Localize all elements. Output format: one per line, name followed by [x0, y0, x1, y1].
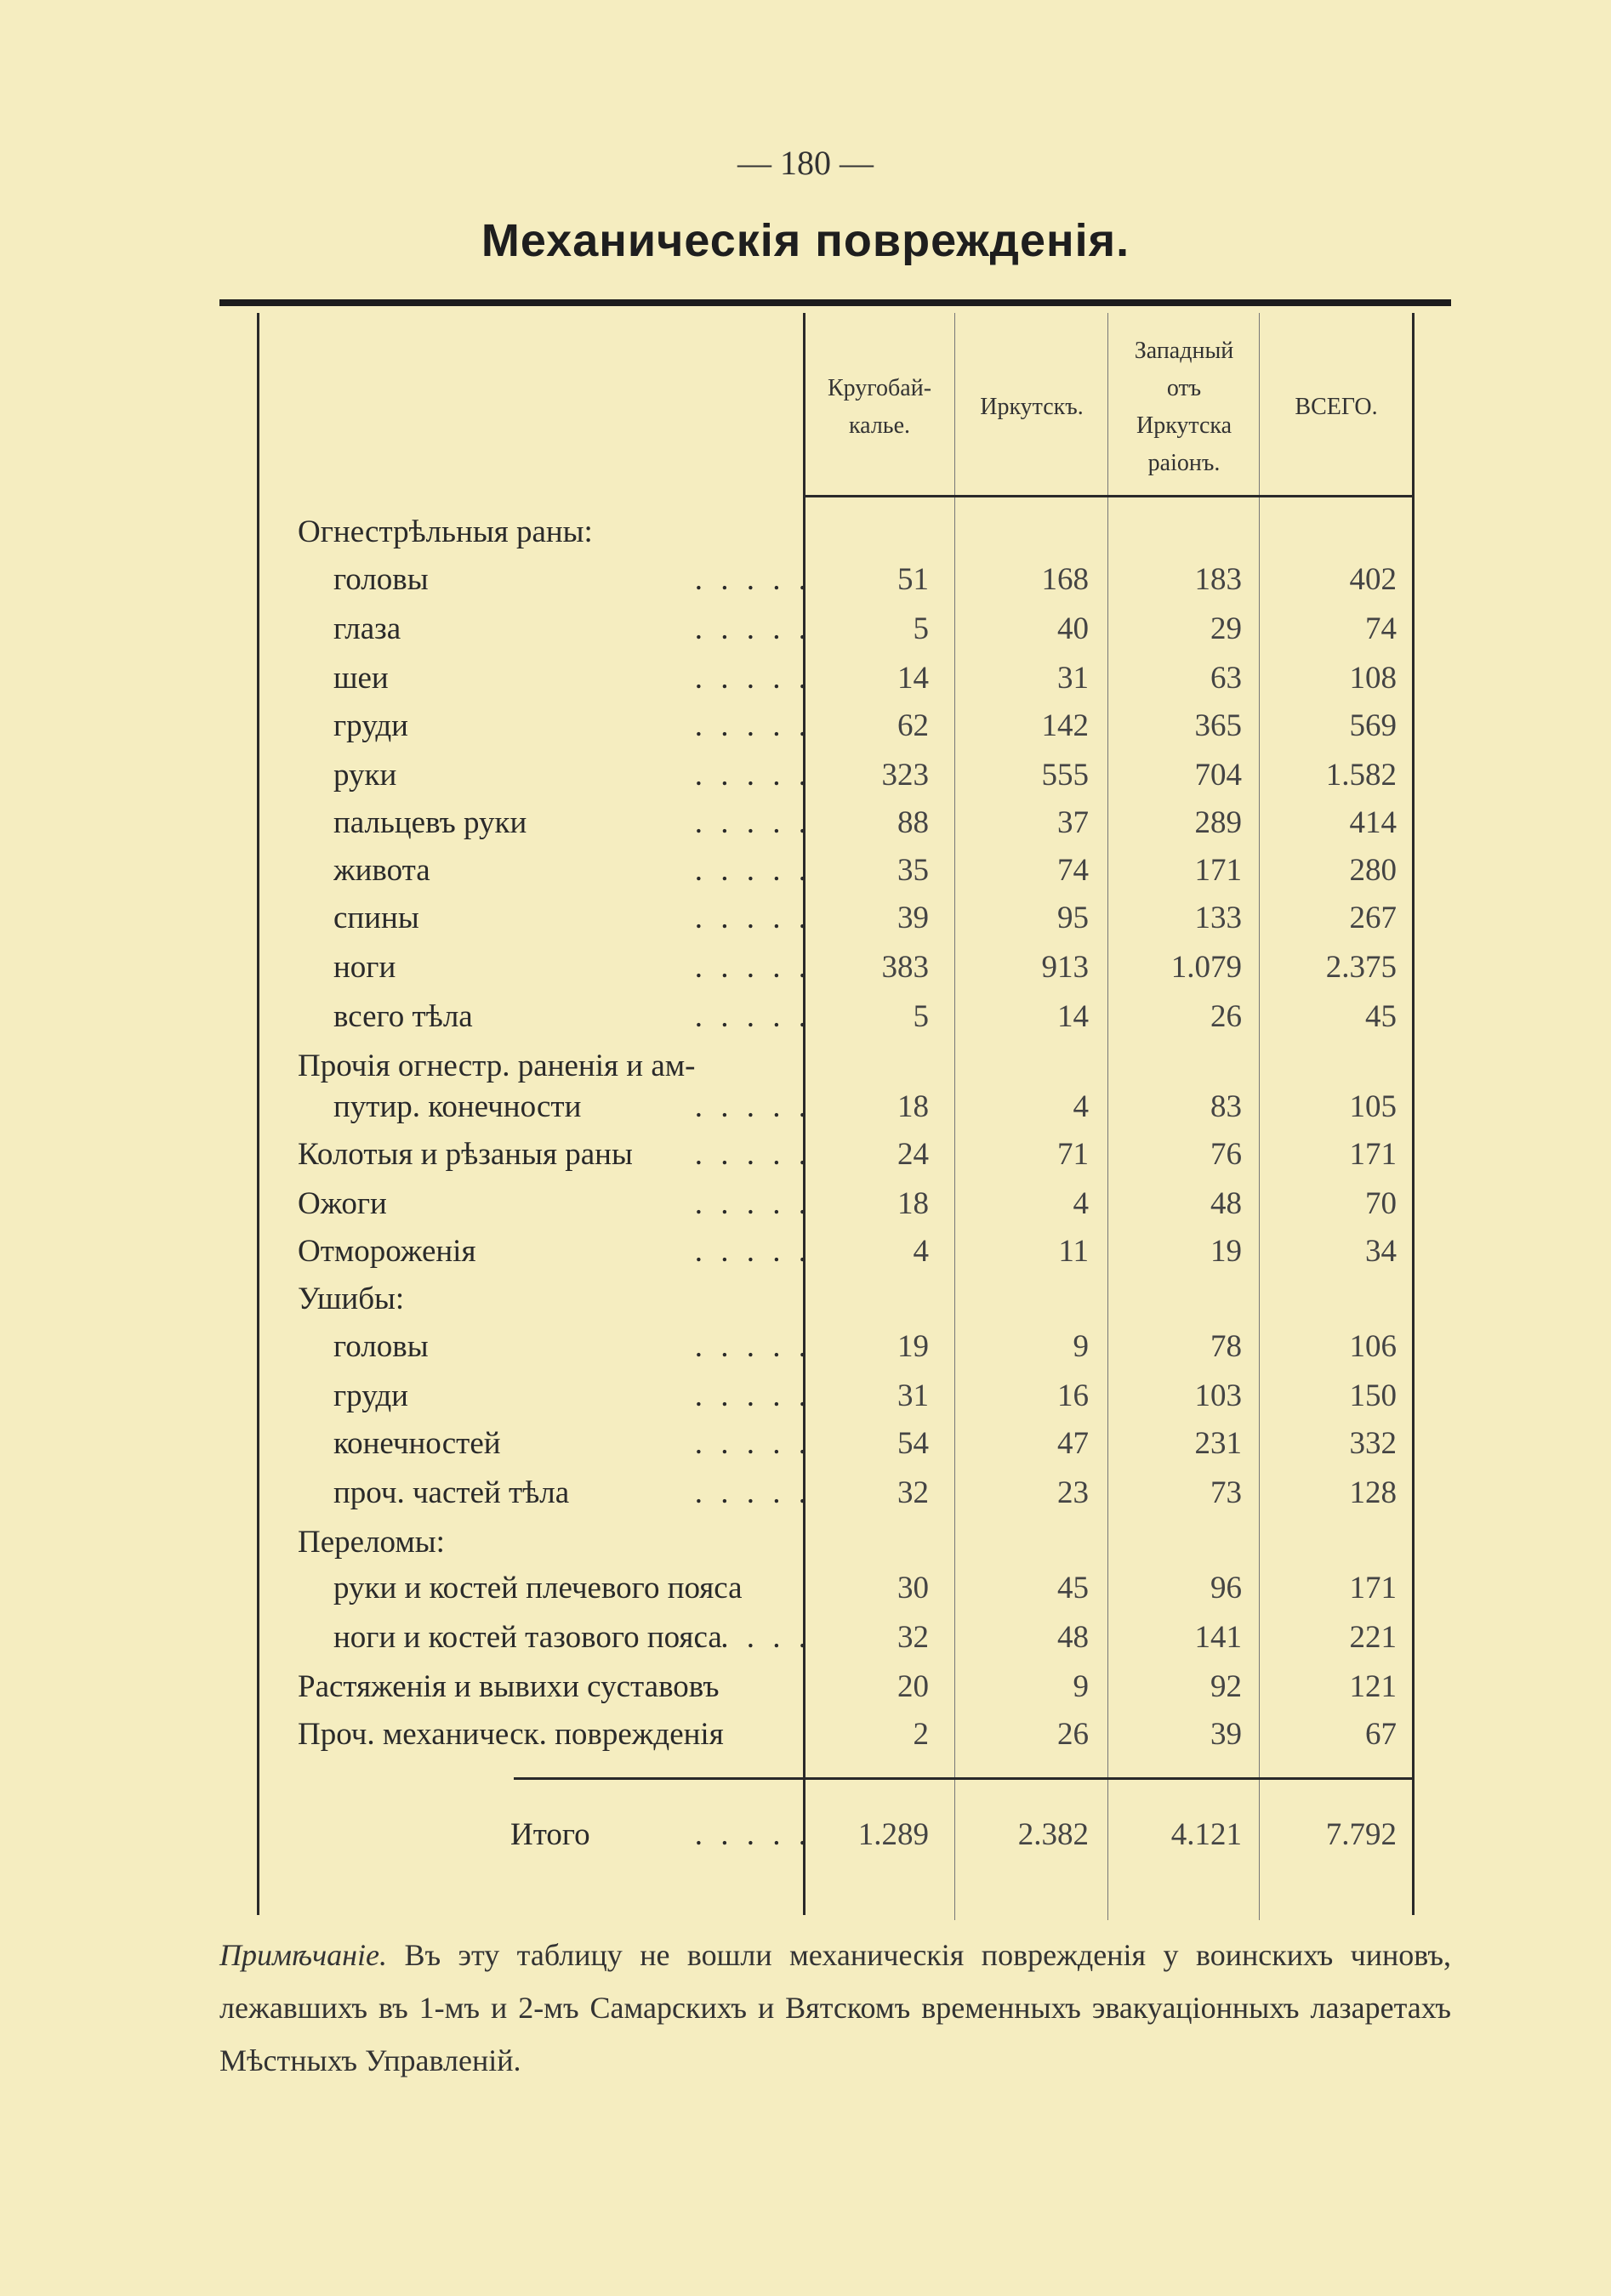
row-value: 383: [881, 950, 929, 985]
row-value: 51: [897, 562, 929, 597]
total-value: 2.382: [1017, 1817, 1089, 1852]
leader-dots: . . . . .: [694, 901, 811, 935]
leader-dots: . . . . .: [694, 562, 811, 597]
row-value: 365: [1194, 708, 1242, 743]
row-value: 95: [1057, 901, 1089, 935]
total-value: 7.792: [1325, 1817, 1397, 1852]
row-value: 105: [1349, 1089, 1397, 1124]
column-header-irkutsk: [956, 313, 1107, 502]
row-value: 24: [897, 1137, 929, 1172]
row-value: 323: [881, 758, 929, 793]
row-label: руки: [333, 758, 397, 793]
table-row: [255, 799, 1412, 847]
row-value: 289: [1194, 805, 1242, 840]
row-value: 133: [1194, 901, 1242, 935]
row-value: 45: [1365, 999, 1397, 1034]
table-row: [255, 509, 1412, 556]
row-value: 71: [1057, 1137, 1089, 1172]
row-label: Колотыя и рѣзаныя раны: [298, 1137, 633, 1172]
row-label: головы: [333, 1329, 429, 1364]
row-value: 70: [1365, 1186, 1397, 1221]
row-value: 31: [897, 1378, 929, 1413]
table-row: [255, 1519, 1412, 1566]
row-value: 11: [1058, 1234, 1089, 1269]
row-label: шеи: [333, 661, 389, 696]
row-value: 14: [897, 661, 929, 696]
row-value: 26: [1057, 1717, 1089, 1752]
row-value: 141: [1194, 1620, 1242, 1655]
leader-dots: . . . . .: [694, 1817, 811, 1852]
row-value: 32: [897, 1620, 929, 1655]
row-value: 1.079: [1170, 950, 1242, 985]
table-row: [255, 1711, 1412, 1759]
row-value: 67: [1365, 1717, 1397, 1752]
row-value: 48: [1210, 1186, 1242, 1221]
table-row: [255, 1420, 1412, 1468]
leader-dots: . . . . .: [694, 853, 811, 888]
row-value: 128: [1349, 1475, 1397, 1510]
table-row: [255, 847, 1412, 895]
row-value: [1106, 509, 1242, 556]
row-value: 5: [913, 611, 929, 646]
row-value: 83: [1210, 1089, 1242, 1124]
row-label: Огнестрѣльныя раны:: [298, 514, 593, 549]
total-label: Итого: [510, 1817, 590, 1852]
leader-dots: . . . . .: [694, 999, 811, 1034]
row-value: 78: [1210, 1329, 1242, 1364]
row-value: 704: [1194, 758, 1242, 793]
row-value: 92: [1210, 1669, 1242, 1704]
row-label: путир. конечности: [333, 1089, 582, 1124]
row-label: спины: [333, 901, 419, 935]
row-value: 31: [1057, 661, 1089, 696]
table-row: [255, 1323, 1412, 1371]
table-row: [255, 1614, 1412, 1662]
row-value: 1.582: [1325, 758, 1397, 793]
row-value: 171: [1349, 1137, 1397, 1172]
leader-dots: . . . . .: [694, 708, 811, 743]
table-row: [255, 1663, 1412, 1711]
table-top-rule: [219, 299, 1451, 306]
row-value: 4: [913, 1234, 929, 1269]
row-value: 23: [1057, 1475, 1089, 1510]
row-value: [1259, 509, 1397, 556]
footnote: [219, 1929, 1451, 2087]
row-value: 63: [1210, 661, 1242, 696]
column-header-krugobaikalye: [805, 313, 954, 502]
row-label: груди: [333, 1378, 408, 1413]
row-value: 34: [1365, 1234, 1397, 1269]
row-value: 569: [1349, 708, 1397, 743]
row-value: [817, 1276, 929, 1323]
row-value: [817, 1519, 929, 1566]
leader-dots: . . . . .: [694, 1089, 811, 1124]
row-value: [970, 509, 1089, 556]
row-value: 231: [1194, 1426, 1242, 1461]
row-value: 103: [1194, 1378, 1242, 1413]
row-value: 40: [1057, 611, 1089, 646]
row-value: 45: [1057, 1571, 1089, 1605]
row-label: Переломы:: [298, 1525, 445, 1560]
column-header-label: Кругобай- калье.: [827, 375, 932, 439]
row-label: глаза: [333, 611, 401, 646]
row-value: 414: [1349, 805, 1397, 840]
row-label: головы: [333, 562, 429, 597]
row-value: 280: [1349, 853, 1397, 888]
footnote-prefix: Примѣчаніе.: [219, 1938, 387, 1972]
row-value: 74: [1057, 853, 1089, 888]
leader-dots: . . . . .: [694, 758, 811, 793]
row-label: ноги: [333, 950, 396, 985]
row-value: 18: [897, 1089, 929, 1124]
column-header-label: ВСЕГО.: [1295, 394, 1378, 420]
table-row: [255, 1083, 1412, 1131]
row-value: 402: [1349, 562, 1397, 597]
row-label: груди: [333, 708, 408, 743]
table-row: [255, 1276, 1412, 1323]
row-value: 171: [1194, 853, 1242, 888]
row-label: Ожоги: [298, 1186, 387, 1221]
row-label: проч. частей тѣла: [333, 1475, 570, 1510]
row-value: 168: [1041, 562, 1089, 597]
row-value: [970, 1276, 1089, 1323]
table-right-border: [1412, 313, 1415, 1915]
row-value: 62: [897, 708, 929, 743]
column-header-west: [1109, 313, 1259, 502]
row-value: 5: [913, 999, 929, 1034]
leader-dots: . . . . .: [694, 950, 811, 985]
row-value: 4: [1073, 1089, 1089, 1124]
row-value: 19: [1210, 1234, 1242, 1269]
row-value: 32: [897, 1475, 929, 1510]
row-value: [1106, 1276, 1242, 1323]
table-row: [255, 895, 1412, 942]
row-value: 88: [897, 805, 929, 840]
row-value: 37: [1057, 805, 1089, 840]
table-row: [255, 655, 1412, 702]
row-value: 267: [1349, 901, 1397, 935]
row-label: конечностей: [333, 1426, 501, 1461]
row-label: Ушибы:: [298, 1282, 405, 1316]
row-value: 183: [1194, 562, 1242, 597]
row-value: 106: [1349, 1329, 1397, 1364]
column-header-label: Западный отъ Иркутска раіонъ.: [1134, 338, 1234, 476]
row-value: 76: [1210, 1137, 1242, 1172]
row-label: руки и костей плечевого пояса: [333, 1571, 743, 1605]
row-value: 9: [1073, 1669, 1089, 1704]
row-value: 150: [1349, 1378, 1397, 1413]
row-label: Прочія огнестр. раненія и ам-: [298, 1049, 696, 1083]
leader-dots: . . . . .: [694, 1620, 811, 1655]
row-label: пальцевъ руки: [333, 805, 527, 840]
table-row: [255, 752, 1412, 799]
row-value: 14: [1057, 999, 1089, 1034]
row-label: всего тѣла: [333, 999, 473, 1034]
leader-dots: . . . . .: [694, 1137, 811, 1172]
row-value: 16: [1057, 1378, 1089, 1413]
leader-dots: . . . . .: [694, 661, 811, 696]
row-value: [817, 509, 929, 556]
table-row: [255, 605, 1412, 653]
row-value: 171: [1349, 1571, 1397, 1605]
table-row: [255, 1469, 1412, 1517]
row-value: [1259, 1276, 1397, 1323]
table-row: [255, 1180, 1412, 1228]
row-value: 9: [1073, 1329, 1089, 1364]
leader-dots: . . . . .: [694, 1426, 811, 1461]
row-value: 2: [913, 1717, 929, 1752]
total-row: [255, 1811, 1412, 1859]
table-row: [255, 1565, 1412, 1612]
leader-dots: . . . . .: [694, 805, 811, 840]
leader-dots: . . . . .: [694, 1378, 811, 1413]
row-value: 47: [1057, 1426, 1089, 1461]
row-label: Проч. механическ. поврежденія: [298, 1717, 724, 1752]
row-value: [970, 1519, 1089, 1566]
row-value: 39: [1210, 1717, 1242, 1752]
row-label: Отмороженія: [298, 1234, 476, 1269]
page-title: Механическія поврежденія.: [481, 215, 1130, 266]
row-value: 555: [1041, 758, 1089, 793]
total-value: 4.121: [1170, 1817, 1242, 1852]
row-value: 30: [897, 1571, 929, 1605]
total-rule: [514, 1777, 1412, 1780]
row-value: 29: [1210, 611, 1242, 646]
table-row: [255, 993, 1412, 1041]
row-value: 913: [1041, 950, 1089, 985]
row-value: 35: [897, 853, 929, 888]
table-row: [255, 1372, 1412, 1420]
table-row: [255, 1228, 1412, 1276]
total-value: 1.289: [857, 1817, 929, 1852]
leader-dots: . . . . .: [694, 1329, 811, 1364]
row-value: 26: [1210, 999, 1242, 1034]
row-value: 18: [897, 1186, 929, 1221]
row-value: 96: [1210, 1571, 1242, 1605]
leader-dots: . . . . .: [694, 611, 811, 646]
row-value: 54: [897, 1426, 929, 1461]
row-value: 121: [1349, 1669, 1397, 1704]
row-label: живота: [333, 853, 430, 888]
table-row: [255, 702, 1412, 750]
row-value: 20: [897, 1669, 929, 1704]
row-value: 39: [897, 901, 929, 935]
row-value: [1259, 1519, 1397, 1566]
column-header-label: Иркутскъ.: [980, 394, 1084, 420]
row-label: ноги и костей тазового пояса: [333, 1620, 722, 1655]
row-value: [1106, 1519, 1242, 1566]
row-value: 142: [1041, 708, 1089, 743]
table-row: [255, 1131, 1412, 1179]
table-row: [255, 944, 1412, 992]
row-value: 332: [1349, 1426, 1397, 1461]
row-value: 4: [1073, 1186, 1089, 1221]
footnote-text: Въ эту таблицу не вошли механическія поврежденія у воинскихъ чиновъ, лежавшихъ въ 1-мъ и 2-мъ Самарскихъ и Вятскомъ временныхъ эвакуаціонныхъ лазаретахъ Мѣстныхъ Управленій.: [219, 1938, 1451, 2077]
row-value: 108: [1349, 661, 1397, 696]
page-number: — 180 —: [737, 144, 874, 182]
leader-dots: . . . . .: [694, 1475, 811, 1510]
leader-dots: . . . . .: [694, 1186, 811, 1221]
column-header-total: [1261, 313, 1412, 502]
table-row: [255, 556, 1412, 604]
row-value: 2.375: [1325, 950, 1397, 985]
row-value: 19: [897, 1329, 929, 1364]
row-value: 48: [1057, 1620, 1089, 1655]
row-value: 221: [1349, 1620, 1397, 1655]
leader-dots: . . . . .: [694, 1234, 811, 1269]
row-value: 73: [1210, 1475, 1242, 1510]
row-value: 74: [1365, 611, 1397, 646]
row-label: Растяженія и вывихи суставовъ: [298, 1669, 720, 1704]
